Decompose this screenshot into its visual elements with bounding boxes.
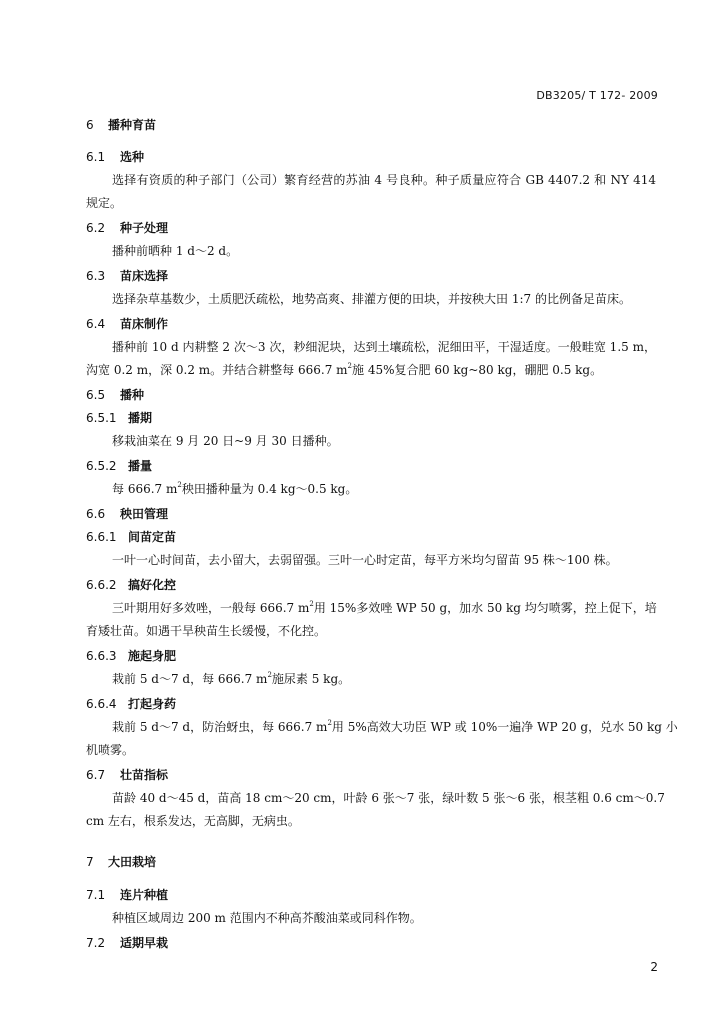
superscript: 2: [177, 481, 182, 489]
paragraph-line: 机喷雾。: [86, 743, 135, 757]
page-number: 2: [650, 960, 658, 974]
paragraph-line: [112, 719, 678, 735]
superscript: 2: [309, 600, 314, 608]
paragraph-line: cm 左右，根系发达，无高脚，无病虫。: [86, 814, 300, 828]
doc-code: DB3205/ T 172- 2009: [536, 89, 658, 102]
section-number: 6.6.2: [86, 578, 117, 592]
paragraph-line: 一叶一心时间苗，去小留大，去弱留强。三叶一心时定苗，每平方米均匀留苗 95 株～100 株。: [112, 553, 618, 567]
paragraph-line: [86, 362, 602, 378]
paragraph-line: 移栽油菜在 9 月 20 日~9 月 30 日播种。: [112, 434, 339, 448]
section-number: 6.6.1: [86, 530, 117, 544]
section-title: 大田栽培: [108, 855, 157, 869]
section-number: 6.4: [86, 317, 106, 331]
section-title: 施起身肥: [128, 649, 177, 663]
text-run: 栽前 5 d～7 d，防治蚜虫，每 666.7 m: [112, 720, 328, 734]
section-title: 播量: [128, 459, 153, 473]
text-run: 施 45%复合肥 60 kg~80 kg，硼肥 0.5 kg。: [352, 363, 603, 377]
section-title: 连片种植: [120, 888, 169, 902]
section-title: 适期早栽: [120, 936, 169, 950]
section-7-1-heading: [86, 887, 168, 903]
section-title: 秧田管理: [120, 507, 169, 521]
section-number: 6.2: [86, 221, 106, 235]
paragraph-line: [112, 481, 357, 497]
section-title: 间苗定苗: [128, 530, 177, 544]
text-run: 用 5%高效大功臣 WP 或 10%一遍净 WP 20 g，兑水 50 kg 小: [331, 720, 678, 734]
section-7-2-heading: [86, 935, 168, 951]
section-title: 播期: [128, 411, 153, 425]
paragraph-line: 播种前 10 d 内耕整 2 次～3 次，耖细泥块，达到土壤疏松，泥细田平，干湿适度。一般畦宽 1.5 m，: [112, 340, 656, 354]
section-title: 打起身药: [128, 697, 177, 711]
section-title: 搞好化控: [128, 578, 177, 592]
section-title: 壮苗指标: [120, 768, 169, 782]
section-title: 播种育苗: [108, 118, 157, 132]
section-number: 6.7: [86, 768, 106, 782]
section-number: 6: [86, 118, 94, 132]
section-number: 6.6.4: [86, 697, 117, 711]
section-6-6-3-heading: [86, 648, 176, 664]
section-6-1-heading: [86, 149, 144, 165]
section-6-6-1-heading: [86, 529, 176, 545]
section-number: 6.3: [86, 269, 106, 283]
section-number: 6.5.2: [86, 459, 117, 473]
section-6-heading: [86, 117, 156, 133]
superscript: 2: [267, 671, 272, 679]
section-6-7-heading: [86, 767, 168, 783]
section-6-5-heading: [86, 387, 144, 403]
section-title: 苗床选择: [120, 269, 169, 283]
paragraph-line: 规定。: [86, 196, 123, 210]
section-number: 6.5: [86, 388, 106, 402]
section-6-2-heading: [86, 220, 168, 236]
paragraph-line: 苗龄 40 d～45 d，苗高 18 cm～20 cm，叶龄 6 张～7 张，绿叶数 5 张～6 张，根茎粗 0.6 cm～0.7: [112, 791, 665, 805]
paragraph-line: 播种前晒种 1 d～2 d。: [112, 244, 239, 258]
text-run: 用 15%多效唑 WP 50 g，加水 50 kg 均匀喷雾，控上促下，培: [313, 601, 657, 615]
section-title: 种子处理: [120, 221, 169, 235]
section-6-6-4-heading: [86, 696, 176, 712]
paragraph-line: 种植区域周边 200 m 范围内不种高芥酸油菜或同科作物。: [112, 911, 422, 925]
section-number: 7.2: [86, 936, 106, 950]
section-number: 6.6.3: [86, 649, 117, 663]
section-title: 苗床制作: [120, 317, 169, 331]
text-run: 每 666.7 m: [112, 482, 178, 496]
section-6-5-2-heading: [86, 458, 152, 474]
text-run: 秧田播种量为 0.4 kg～0.5 kg。: [181, 482, 358, 496]
text-run: 栽前 5 d～7 d，每 666.7 m: [112, 672, 268, 686]
section-number: 6.6: [86, 507, 106, 521]
superscript: 2: [327, 719, 332, 727]
section-6-4-heading: [86, 316, 168, 332]
section-number: 7: [86, 855, 94, 869]
paragraph-line: [112, 671, 350, 687]
section-number: 7.1: [86, 888, 106, 902]
paragraph-line: 选择有资质的种子部门（公司）繁育经营的苏油 4 号良种。种子质量应符合 GB 4407.2 和 NY 414: [112, 173, 656, 187]
text-run: 沟宽 0.2 m，深 0.2 m。并结合耕整每 666.7 m: [86, 363, 348, 377]
section-title: 选种: [120, 150, 145, 164]
text-run: 三叶期用好多效唑，一般每 666.7 m: [112, 601, 310, 615]
section-6-3-heading: [86, 268, 168, 284]
section-title: 播种: [120, 388, 145, 402]
paragraph-line: [112, 600, 656, 616]
section-6-6-heading: [86, 506, 168, 522]
section-7-heading: [86, 854, 156, 870]
superscript: 2: [347, 362, 353, 370]
section-number: 6.5.1: [86, 411, 117, 425]
paragraph-line: 育矮壮苗。如遇干旱秧苗生长缓慢，不化控。: [86, 624, 327, 638]
section-6-5-1-heading: [86, 410, 152, 426]
text-run: 施尿素 5 kg。: [271, 672, 351, 686]
section-number: 6.1: [86, 150, 106, 164]
section-6-6-2-heading: [86, 577, 176, 593]
paragraph-line: 选择杂草基数少，土质肥沃疏松，地势高爽、排灌方便的田块，并按秧大田 1:7 的比例备足苗床。: [112, 292, 631, 306]
